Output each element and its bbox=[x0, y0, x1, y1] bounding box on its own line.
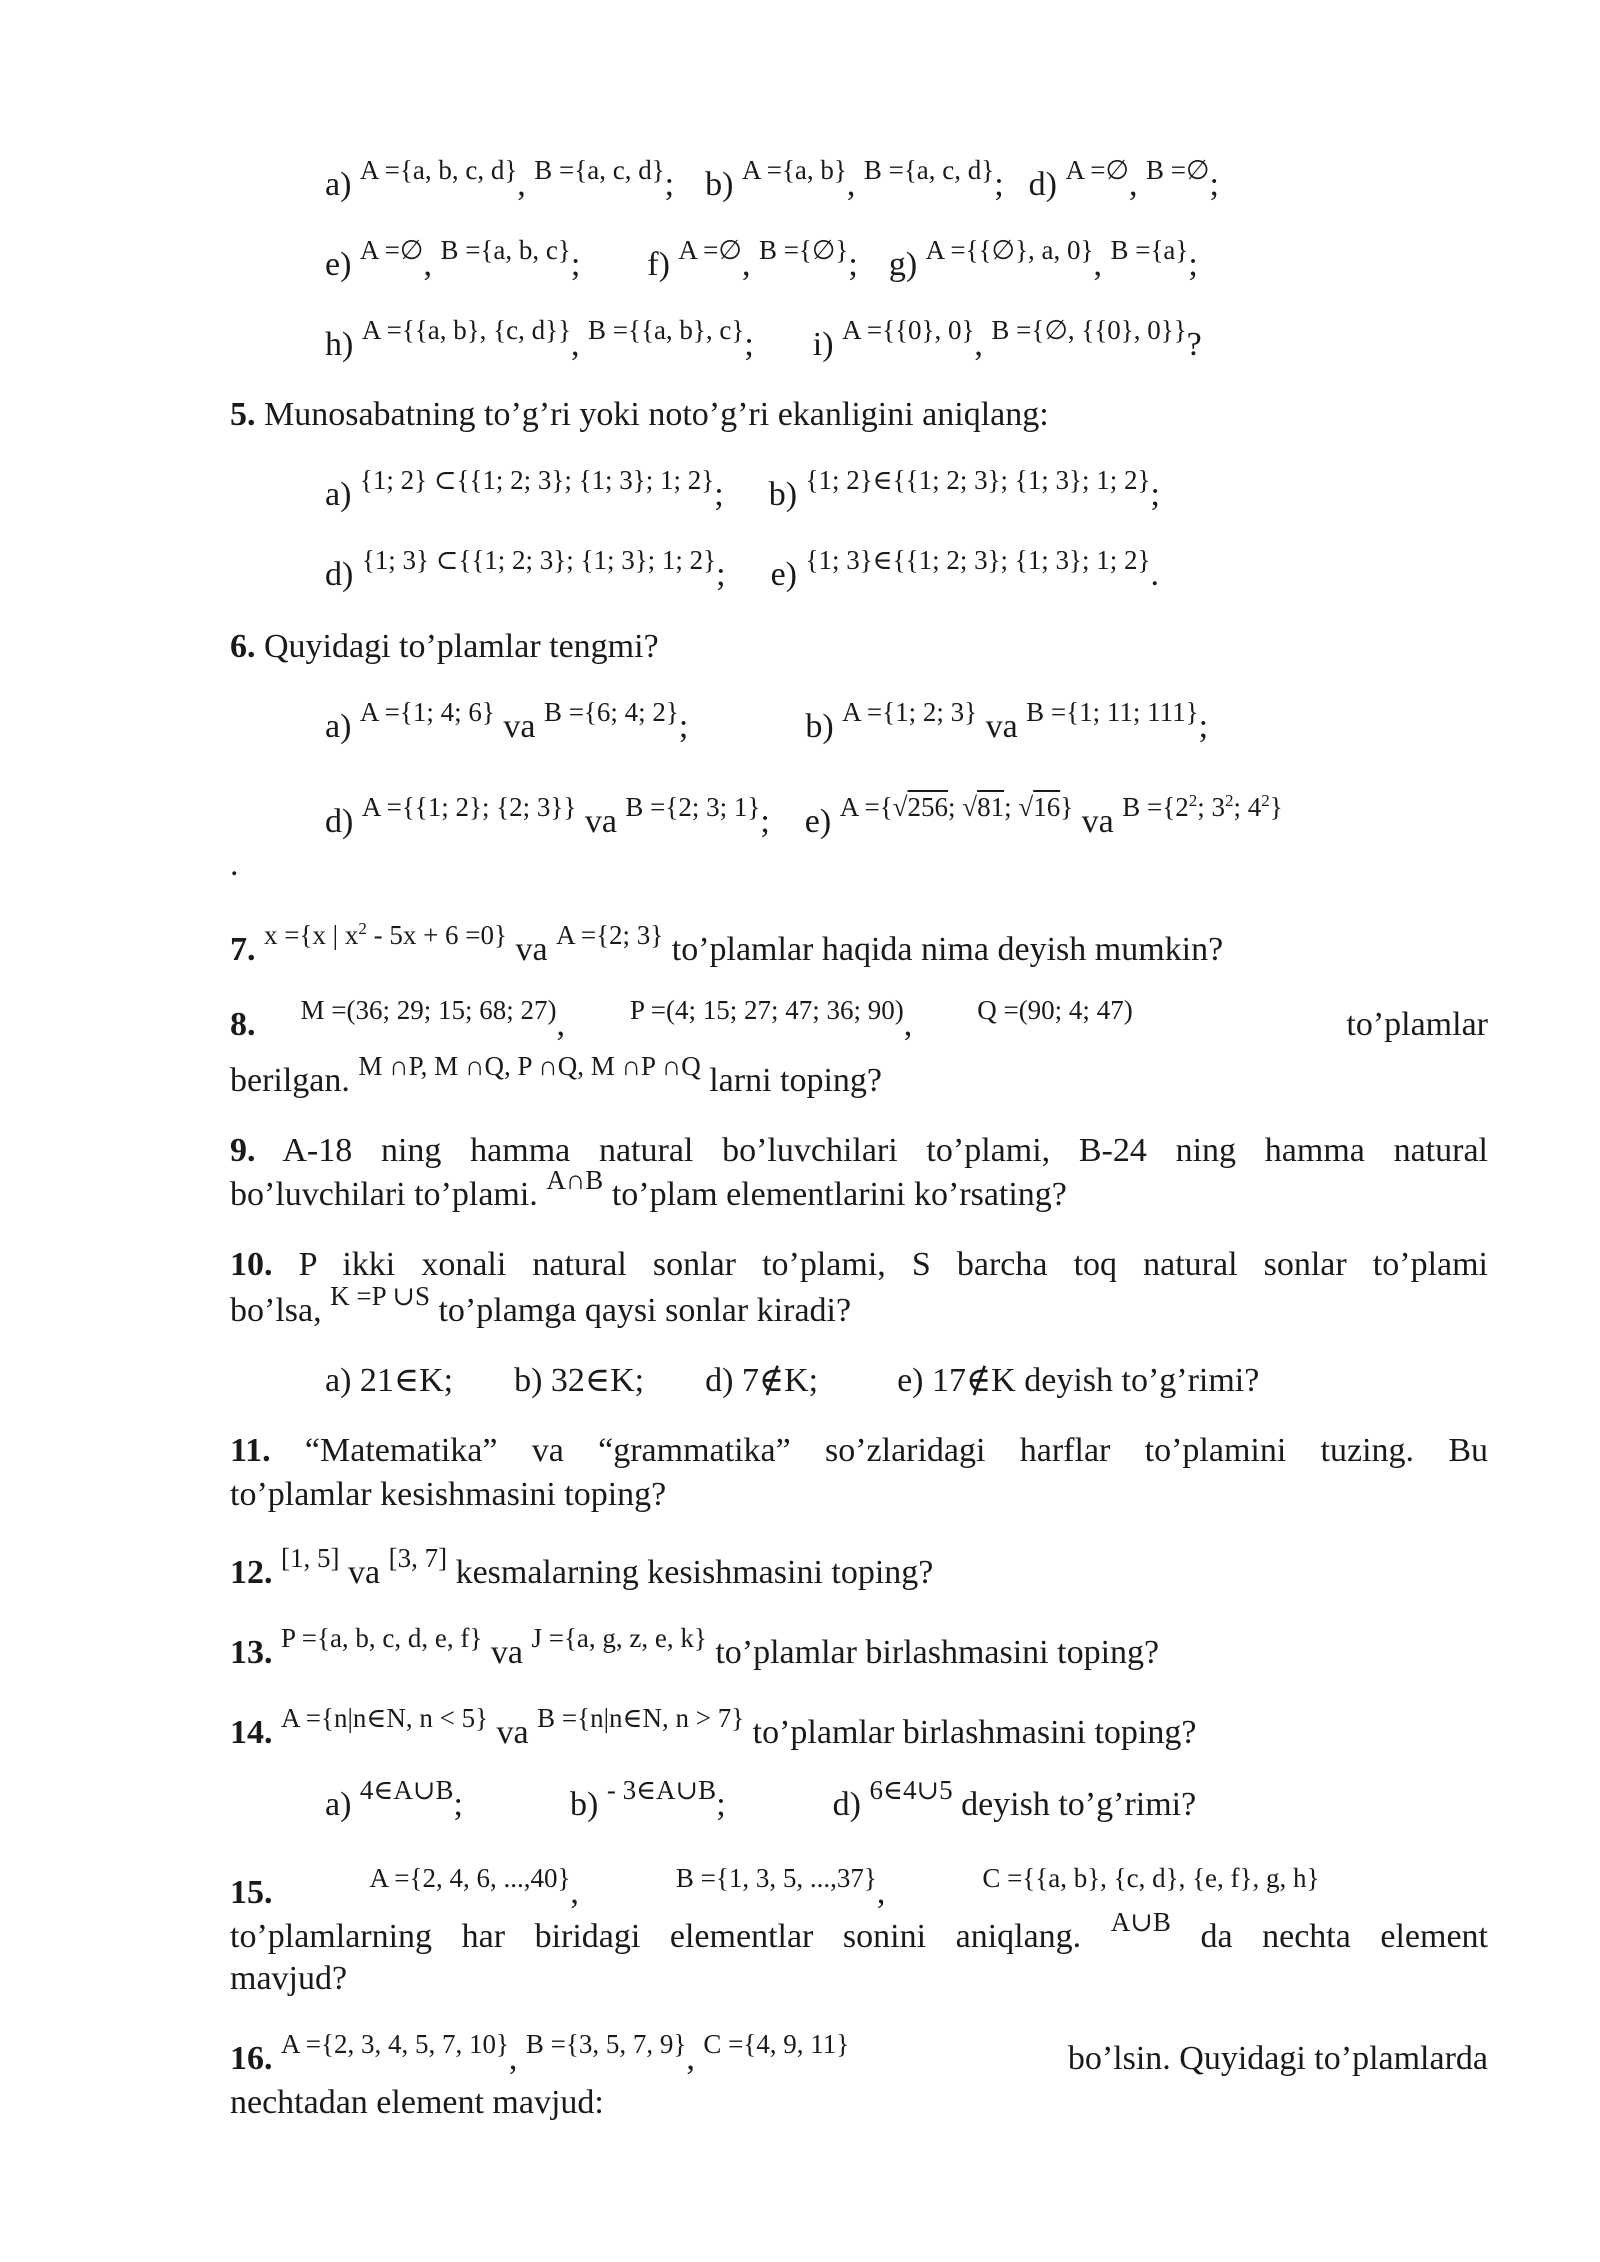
problem-text: bo’lsa, bbox=[230, 1292, 322, 1329]
problem-10-line-2 bbox=[230, 1281, 852, 1332]
punct: ; bbox=[678, 708, 689, 745]
problem-number: 14. bbox=[230, 1714, 273, 1751]
problem-text: larni toping? bbox=[709, 1062, 883, 1099]
item-label: d) bbox=[1028, 166, 1057, 203]
problem-text: mavjud? bbox=[230, 1960, 348, 1997]
math-expression: B ={1, 3, 5, ...,37} bbox=[675, 1863, 877, 1893]
problem-5-heading bbox=[230, 395, 1049, 435]
problem4-row-2 bbox=[325, 235, 1198, 286]
sqrt-sign: √ bbox=[892, 792, 908, 822]
math-expression: Q =(90; 4; 47) bbox=[977, 995, 1133, 1025]
math-part: ; 4 bbox=[1233, 792, 1262, 822]
radicand: 256 bbox=[907, 792, 948, 822]
conjunction: va bbox=[584, 803, 617, 840]
math-expression: P ={a, b, c, d, e, f} bbox=[281, 1623, 483, 1653]
problem-8-line-1 bbox=[230, 995, 1488, 1046]
problem-7 bbox=[230, 919, 1224, 971]
math-expression: A ={{a, b}, {c, d}} bbox=[361, 315, 572, 345]
punct: , bbox=[570, 1874, 579, 1911]
problem-number: 8. bbox=[230, 1006, 256, 1043]
problem-text: berilgan. bbox=[230, 1062, 350, 1099]
problem-6-row-1 bbox=[325, 697, 1209, 748]
math-expression: 4∈A∪B bbox=[359, 1775, 454, 1805]
item-label: a) bbox=[325, 476, 352, 513]
punct: . bbox=[230, 846, 239, 883]
math-expression: B ={2; 3; 1} bbox=[625, 792, 761, 822]
math-expression: P =(4; 15; 27; 47; 36; 90) bbox=[629, 995, 904, 1025]
punct: ; bbox=[716, 556, 726, 593]
math-expression: {1; 3} ⊂{{1; 2; 3}; {1; 3}; 1; 2} bbox=[361, 545, 717, 575]
math-part: B ={2 bbox=[1122, 792, 1189, 822]
math-part: ; bbox=[1004, 792, 1019, 822]
problem-12 bbox=[230, 1543, 934, 1594]
punct: , bbox=[1129, 166, 1138, 203]
problem-text: to’plamlar bbox=[1346, 1006, 1488, 1043]
punct: , bbox=[846, 166, 856, 203]
math-expression: {1; 2}∈{{1; 2; 3}; {1; 3}; 1; 2} bbox=[805, 465, 1151, 495]
problem-13 bbox=[230, 1623, 1160, 1674]
math-expression: J ={a, g, z, e, k} bbox=[531, 1623, 707, 1653]
math-expression: B ={n|n∈N, n > 7} bbox=[537, 1703, 745, 1733]
punct: , bbox=[1093, 246, 1102, 283]
punct: , bbox=[974, 326, 983, 363]
punct: , bbox=[508, 2040, 518, 2077]
option-a: a) 21∈K; bbox=[325, 1362, 454, 1399]
math-expression: A =∅ bbox=[678, 235, 742, 265]
problem-10-options bbox=[325, 1361, 1259, 1401]
problem-text: to’plamlar birlashmasini toping? bbox=[752, 1714, 1197, 1751]
problem-16-line-1 bbox=[230, 2029, 1488, 2080]
punct: ; bbox=[1150, 476, 1160, 513]
math-part: ; 3 bbox=[1197, 792, 1225, 822]
problem-8-line-2 bbox=[230, 1051, 883, 1102]
item-label: h) bbox=[325, 326, 354, 363]
math-expression: A ={n|n∈N, n < 5} bbox=[281, 1703, 489, 1733]
item-label: d) bbox=[832, 1786, 861, 1823]
item-label: d) bbox=[325, 803, 354, 840]
conjunction: va bbox=[503, 708, 536, 745]
option-e: e) 17∉K deyish to’g’rimi? bbox=[897, 1362, 1260, 1399]
exponent: 2 bbox=[1224, 791, 1234, 810]
radicand: 16 bbox=[1033, 792, 1061, 822]
stray-dot bbox=[230, 845, 239, 885]
problem-number: 16. bbox=[230, 2040, 273, 2077]
math-expression: A ={a, b} bbox=[741, 155, 847, 185]
problem-5-row-2 bbox=[325, 545, 1159, 596]
math-part: } bbox=[1269, 792, 1283, 822]
problem4-row-3 bbox=[325, 315, 1202, 366]
conjunction: va bbox=[515, 931, 548, 968]
math-expression: A ={a, b, c, d} bbox=[359, 155, 518, 185]
problem-number: 13. bbox=[230, 1634, 273, 1671]
math-expression: B ={a} bbox=[1110, 235, 1189, 265]
punct: ; bbox=[570, 246, 581, 283]
math-expression: B ={∅, {{0}, 0}} bbox=[991, 315, 1187, 345]
problem-text: nechtadan element mavjud: bbox=[230, 2084, 604, 2121]
conjunction: va bbox=[1081, 803, 1114, 840]
problem-number: 6. bbox=[230, 628, 256, 665]
math-expression: C ={{a, b}, {c, d}, {e, f}, g, h} bbox=[982, 1863, 1320, 1893]
math-expression: B ={a, c, d} bbox=[534, 155, 665, 185]
problem-text: to’plamga qaysi sonlar kiradi? bbox=[438, 1292, 852, 1329]
math-expression: B ={{a, b}, c} bbox=[588, 315, 745, 345]
punct: ; bbox=[1198, 708, 1209, 745]
math-expression: A ={{1; 2}; {2; 3}} bbox=[361, 792, 577, 822]
problem-10-line-1 bbox=[230, 1245, 1488, 1285]
math-expression: B ={a, b, c} bbox=[440, 235, 571, 265]
problem-text: deyish to’g’rimi? bbox=[961, 1786, 1197, 1823]
punct: , bbox=[876, 1874, 886, 1911]
math-expression: A ={{0}, 0} bbox=[842, 315, 975, 345]
punct: ; bbox=[1209, 166, 1219, 203]
math-expression: A∪B bbox=[1110, 1907, 1171, 1937]
conjunction: va bbox=[496, 1714, 529, 1751]
punct: ; bbox=[1188, 246, 1198, 283]
conjunction: va bbox=[347, 1554, 381, 1591]
item-label: a) bbox=[325, 708, 352, 745]
math-expression bbox=[264, 920, 507, 950]
math-expression: A ={1; 2; 3} bbox=[842, 697, 978, 727]
problem-text: Quyidagi to’plamlar tengmi? bbox=[264, 628, 659, 665]
math-expression: A =∅ bbox=[359, 235, 424, 265]
problem-text: A-18 ning hamma natural bo’luvchilari to’plami, B-24 ning hamma natural bbox=[282, 1132, 1488, 1169]
math-part: ; bbox=[948, 792, 963, 822]
item-label: e) bbox=[804, 803, 832, 840]
problem-15-line-1 bbox=[230, 1863, 1488, 1914]
problem-text: bo’luvchilari to’plami. bbox=[230, 1176, 538, 1213]
exponent: 2 bbox=[1261, 791, 1270, 810]
problem-number: 9. bbox=[230, 1132, 256, 1169]
problem-number: 7. bbox=[230, 931, 256, 968]
math-expression: B ={∅} bbox=[758, 235, 849, 265]
item-label: a) bbox=[325, 166, 352, 203]
conjunction: va bbox=[490, 1634, 523, 1671]
math-expression: 6∈4∪5 bbox=[869, 1775, 953, 1805]
problem4-row-1 bbox=[325, 155, 1219, 206]
problem-number: 15. bbox=[230, 1874, 273, 1911]
exponent: 2 bbox=[358, 919, 367, 938]
math-part: } bbox=[1060, 792, 1074, 822]
punct: , bbox=[686, 2040, 695, 2077]
math-expression: M =(36; 29; 15; 68; 27) bbox=[300, 995, 557, 1025]
problem-11-line-1 bbox=[230, 1431, 1488, 1471]
punct: ; bbox=[716, 1786, 726, 1823]
math-expression: B ={6; 4; 2} bbox=[543, 697, 679, 727]
item-label: d) bbox=[325, 556, 354, 593]
problem-text: Munosabatning to’g’ri yoki noto’g’ri ekanligini aniqlang: bbox=[264, 396, 1049, 433]
problem-9-line-2 bbox=[230, 1165, 1067, 1216]
option-d: d) 7∉K; bbox=[705, 1362, 819, 1399]
math-part: x ={x | x bbox=[264, 920, 359, 950]
math-expression: K =P ∪S bbox=[330, 1281, 430, 1311]
punct: , bbox=[517, 166, 526, 203]
punct: ; bbox=[994, 166, 1004, 203]
math-expression: C ={4, 9, 11} bbox=[703, 2029, 850, 2059]
math-part: - 5x + 6 =0} bbox=[366, 920, 507, 950]
problem-text: da nechta element bbox=[1200, 1918, 1488, 1955]
problem-text: to’plamlar birlashmasini toping? bbox=[715, 1634, 1160, 1671]
punct: , bbox=[903, 1006, 913, 1043]
math-expression: A ={2, 4, 6, ...,40} bbox=[369, 1863, 571, 1893]
math-expression: B ={1; 11; 111} bbox=[1026, 697, 1199, 727]
math-expression: B ={a, c, d} bbox=[863, 155, 995, 185]
item-label: b) bbox=[805, 708, 834, 745]
problem-text: to’plamlarning har biridagi elementlar sonini aniqlang. bbox=[230, 1918, 1082, 1955]
problem-15-line-3 bbox=[230, 1959, 347, 1999]
item-label: e) bbox=[325, 246, 352, 283]
punct: ? bbox=[1186, 326, 1202, 363]
punct: ; bbox=[714, 476, 724, 513]
problem-text: to’plamlar kesishmasini toping? bbox=[230, 1476, 667, 1513]
sqrt-sign: √ bbox=[1018, 792, 1034, 822]
item-label: e) bbox=[770, 556, 798, 593]
math-expression: {1; 3}∈{{1; 2; 3}; {1; 3}; 1; 2} bbox=[805, 545, 1151, 575]
math-expression: A =∅ bbox=[1065, 155, 1130, 185]
punct: ; bbox=[744, 326, 754, 363]
problem-11-line-2 bbox=[230, 1475, 666, 1515]
math-expression: A ={2; 3} bbox=[556, 920, 664, 950]
punct: , bbox=[741, 246, 751, 283]
punct: ; bbox=[760, 803, 770, 840]
problem-text: bo’lsin. Quyidagi to’plamlarda bbox=[1067, 2040, 1488, 2077]
problem-number: 5. bbox=[230, 396, 256, 433]
item-label: b) bbox=[570, 1786, 599, 1823]
problem-9-line-1 bbox=[230, 1131, 1488, 1171]
punct: ; bbox=[453, 1786, 463, 1823]
problem-number: 10. bbox=[230, 1246, 273, 1283]
math-expression: A ={1; 4; 6} bbox=[359, 697, 495, 727]
math-expression: M ∩P, M ∩Q, P ∩Q, M ∩P ∩Q bbox=[358, 1051, 701, 1081]
math-part: A ={ bbox=[839, 792, 893, 822]
math-expression: - 3∈A∪B bbox=[606, 1775, 717, 1805]
math-expression: {1; 2} ⊂{{1; 2; 3}; {1; 3}; 1; 2} bbox=[359, 465, 715, 495]
problem-14-options bbox=[325, 1775, 1197, 1826]
punct: , bbox=[571, 326, 580, 363]
item-label: a) bbox=[325, 1786, 352, 1823]
math-expression: [3, 7] bbox=[388, 1543, 448, 1573]
problem-text: P ikki xonali natural sonlar to’plami, S barcha toq natural sonlar to’plami bbox=[298, 1246, 1488, 1283]
item-label: b) bbox=[768, 476, 798, 513]
problem-5-row-1 bbox=[325, 465, 1160, 516]
math-expression bbox=[840, 792, 1073, 822]
problem-text: “Matematika” va “grammatika” so’zlaridagi harflar to’plamini tuzing. Bu bbox=[304, 1432, 1489, 1469]
math-expression: B =∅ bbox=[1146, 155, 1210, 185]
math-expression: A ={2, 3, 4, 5, 7, 10} bbox=[281, 2029, 509, 2059]
problem-text: to’plamlar haqida nima deyish mumkin? bbox=[671, 931, 1224, 968]
sqrt-sign: √ bbox=[962, 792, 978, 822]
item-label: f) bbox=[647, 246, 670, 283]
problem-number: 12. bbox=[230, 1554, 273, 1591]
problem-text: to’plam elementlarini ko’rsating? bbox=[611, 1176, 1067, 1213]
punct: ; bbox=[664, 166, 675, 203]
item-label: g) bbox=[888, 246, 918, 283]
math-expression: [1, 5] bbox=[281, 1543, 340, 1573]
punct: ; bbox=[848, 246, 858, 283]
conjunction: va bbox=[985, 708, 1018, 745]
problem-number: 11. bbox=[230, 1432, 271, 1469]
exponent: 2 bbox=[1188, 791, 1198, 810]
problem-6-row-2 bbox=[325, 791, 1283, 843]
math-expression: B ={3, 5, 7, 9} bbox=[525, 2029, 687, 2059]
option-b: b) 32∈K; bbox=[514, 1362, 645, 1399]
radicand: 81 bbox=[977, 792, 1005, 822]
punct: , bbox=[423, 246, 432, 283]
math-expression: A∩B bbox=[546, 1165, 604, 1195]
problem-text: kesmalarning kesishmasini toping? bbox=[455, 1554, 934, 1591]
problem-16-line-2 bbox=[230, 2083, 604, 2123]
item-label: b) bbox=[705, 166, 734, 203]
problem-14 bbox=[230, 1703, 1197, 1754]
problem-6-heading bbox=[230, 627, 659, 667]
punct: , bbox=[556, 1006, 565, 1043]
punct: . bbox=[1150, 556, 1159, 593]
item-label: i) bbox=[812, 326, 834, 363]
math-expression: A ={{∅}, a, 0} bbox=[925, 235, 1094, 265]
problem-15-line-2 bbox=[230, 1907, 1488, 1958]
math-expression bbox=[1122, 792, 1282, 822]
